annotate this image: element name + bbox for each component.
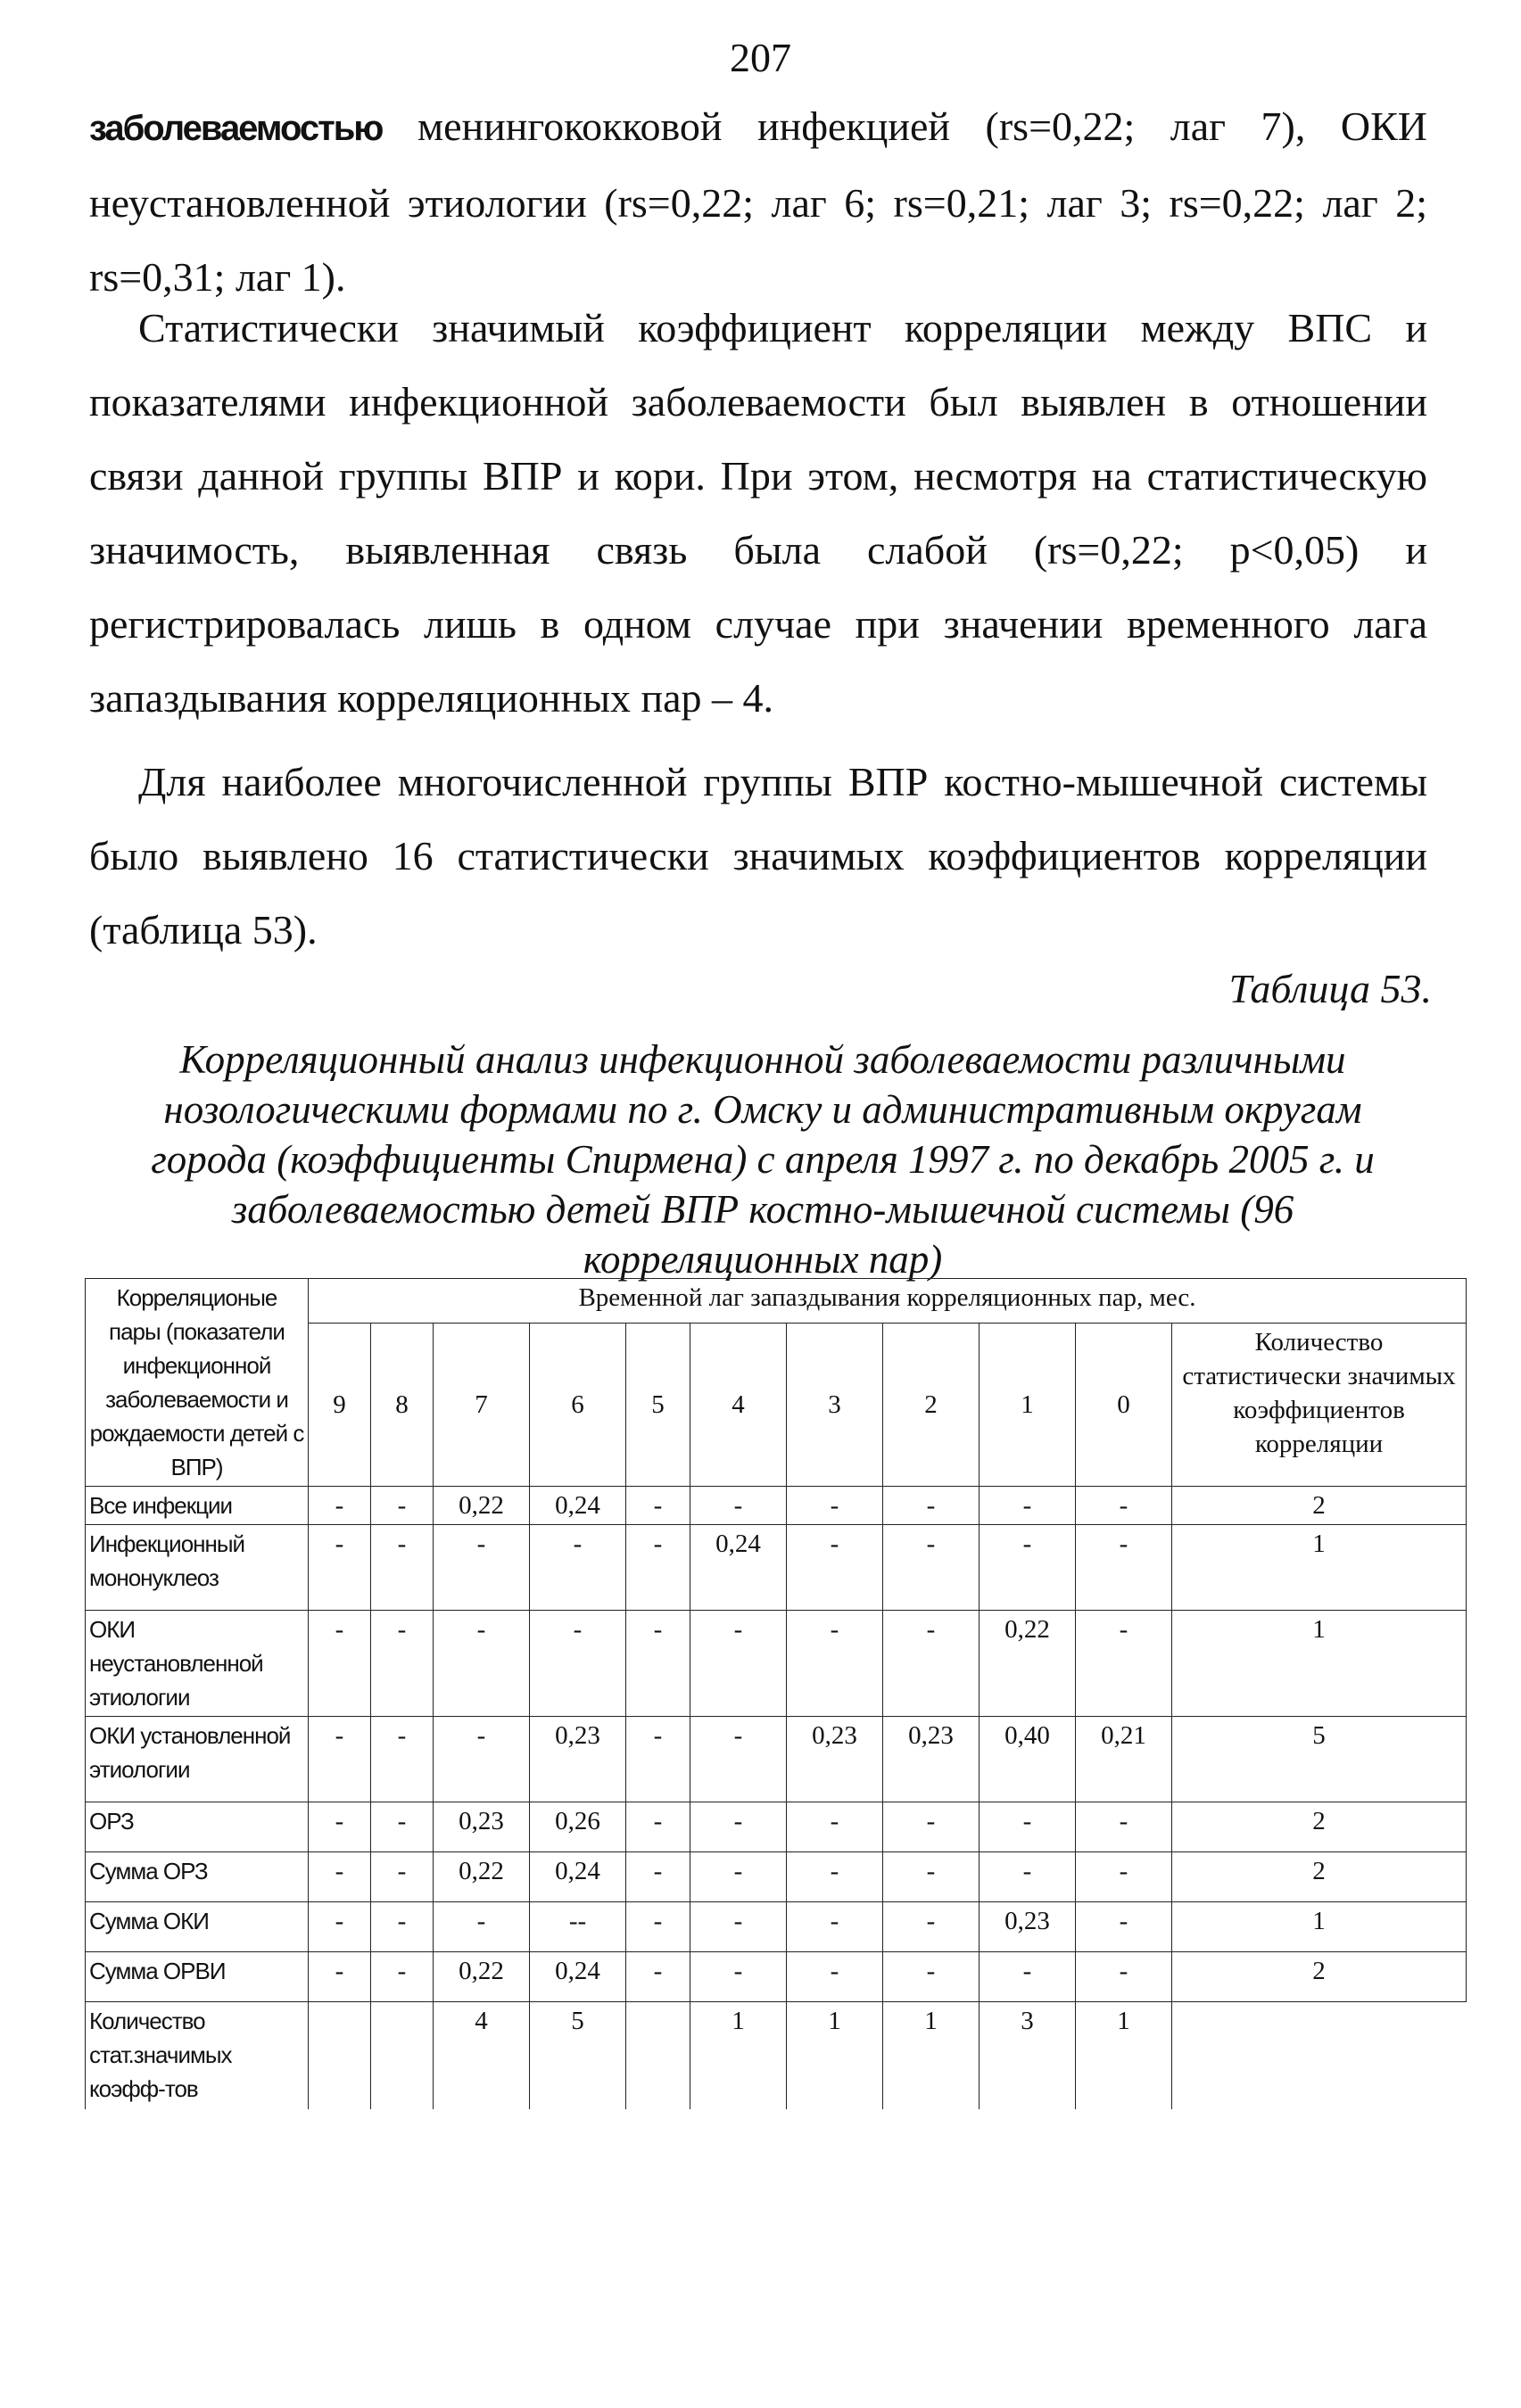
- table-cell: -: [980, 1487, 1076, 1525]
- table-cell: 0,23: [434, 1802, 530, 1852]
- table-cell: -: [626, 1611, 690, 1717]
- table-cell: -: [371, 1717, 434, 1802]
- table-cell: 0,26: [530, 1802, 626, 1852]
- table-cell: 0,22: [434, 1487, 530, 1525]
- row-count: 2: [1172, 1952, 1467, 2002]
- table-cell: -: [434, 1525, 530, 1611]
- table-cell: -: [371, 1802, 434, 1852]
- lag-header: 3: [787, 1324, 883, 1487]
- table-cell: 0,23: [530, 1717, 626, 1802]
- paragraph-2: Статистически значимый коэффициент корреляции между ВПС и показателями инфекционной заболеваемости был выявлен в отношении связи данной группы ВПР и кори. При этом, несмотря на статистическую значимость, выявленная связь была слабой (rs=0,22; p<0,05) и регистрировалась лишь в одном случае при значении временного лага запаздывания корреляционных пар – 4.: [89, 305, 1427, 721]
- row-count: 1: [1172, 1611, 1467, 1717]
- table-cell: -: [309, 1717, 371, 1802]
- table-cell: -: [690, 1852, 787, 1902]
- header-pairs: Корреляционые пары (показатели инфекционной заболеваемости и рождаемости детей с ВПР): [86, 1279, 309, 1487]
- row-label: ОРЗ: [86, 1802, 309, 1852]
- table-cell: -: [371, 1952, 434, 2002]
- lag-header: 2: [883, 1324, 980, 1487]
- total-cell: 4: [434, 2002, 530, 2109]
- table-cell: -: [690, 1952, 787, 2002]
- row-label: Сумма ОРВИ: [86, 1952, 309, 2002]
- table-cell: -: [309, 1902, 371, 1952]
- table-cell: -: [787, 1952, 883, 2002]
- table-cell: -: [309, 1952, 371, 2002]
- table-row: [86, 1802, 1467, 1852]
- lag-header: 4: [690, 1324, 787, 1487]
- total-row: [86, 2002, 1467, 2109]
- table-cell: -: [434, 1902, 530, 1952]
- table-cell: -: [626, 1952, 690, 2002]
- table-cell: 0,22: [434, 1852, 530, 1902]
- lag-header: 9: [309, 1324, 371, 1487]
- total-cell: [309, 2002, 371, 2109]
- lag-header: 7: [434, 1324, 530, 1487]
- table-cell: -: [434, 1717, 530, 1802]
- table-cell: -: [530, 1525, 626, 1611]
- table-cell: 0,23: [787, 1717, 883, 1802]
- table-cell: -: [980, 1852, 1076, 1902]
- table-cell: -: [626, 1902, 690, 1952]
- table-cell: -: [309, 1852, 371, 1902]
- table-cell: -: [883, 1902, 980, 1952]
- table-cell: -: [690, 1717, 787, 1802]
- table-cell: 0,21: [1076, 1717, 1172, 1802]
- table-cell: 0,24: [690, 1525, 787, 1611]
- table-cell: -: [690, 1611, 787, 1717]
- row-label: Инфекционный мононуклеоз: [86, 1525, 309, 1611]
- table-cell: -: [787, 1525, 883, 1611]
- table-cell: --: [530, 1902, 626, 1952]
- table-row: [86, 1952, 1467, 2002]
- table-cell: -: [626, 1717, 690, 1802]
- row-count: 2: [1172, 1802, 1467, 1852]
- table-cell: -: [626, 1802, 690, 1852]
- row-label: ОКИ установленной этиологии: [86, 1717, 309, 1802]
- row-label: ОКИ неустановленной этиологии: [86, 1611, 309, 1717]
- table-cell: -: [690, 1902, 787, 1952]
- lag-header: 1: [980, 1324, 1076, 1487]
- table-cell: -: [787, 1802, 883, 1852]
- table-cell: -: [371, 1902, 434, 1952]
- row-label: Сумма ОРЗ: [86, 1852, 309, 1902]
- table-cell: 0,22: [980, 1611, 1076, 1717]
- table-row: [86, 1487, 1467, 1525]
- table-cell: -: [883, 1802, 980, 1852]
- table-cell: -: [626, 1525, 690, 1611]
- table-cell: -: [1076, 1902, 1172, 1952]
- table-cell: -: [626, 1852, 690, 1902]
- total-cell: 1: [883, 2002, 980, 2109]
- table-cell: -: [787, 1611, 883, 1717]
- table-cell: -: [530, 1611, 626, 1717]
- table-row: [86, 1525, 1467, 1611]
- table-cell: -: [1076, 1611, 1172, 1717]
- row-count: 1: [1172, 1902, 1467, 1952]
- table-cell: -: [309, 1525, 371, 1611]
- total-cell: 5: [530, 2002, 626, 2109]
- table-cell: -: [883, 1952, 980, 2002]
- table-cell: -: [787, 1487, 883, 1525]
- table-row: [86, 1611, 1467, 1717]
- total-row-empty: [1172, 2002, 1467, 2109]
- row-count: 2: [1172, 1852, 1467, 1902]
- table-cell: -: [371, 1852, 434, 1902]
- lag-header: 8: [371, 1324, 434, 1487]
- table-body: [86, 1487, 1467, 2109]
- row-label: Все инфекции: [86, 1487, 309, 1525]
- table-label: Таблица 53.: [1228, 966, 1432, 1011]
- total-row-label: Количество стат.значимых коэфф-тов: [86, 2002, 309, 2109]
- row-count: 2: [1172, 1487, 1467, 1525]
- table-cell: 0,40: [980, 1717, 1076, 1802]
- table-cell: 0,22: [434, 1952, 530, 2002]
- header-count: Количество статистически значимых коэффициентов корреляции: [1172, 1324, 1467, 1487]
- lag-header: 6: [530, 1324, 626, 1487]
- table-cell: -: [309, 1487, 371, 1525]
- table-cell: -: [434, 1611, 530, 1717]
- paragraph-1: [89, 89, 1427, 314]
- table-cell: -: [883, 1852, 980, 1902]
- total-cell: 1: [787, 2002, 883, 2109]
- table-cell: 0,24: [530, 1952, 626, 2002]
- table-cell: -: [883, 1525, 980, 1611]
- paragraph-1-lead: заболеваемостью: [89, 109, 383, 148]
- total-cell: 3: [980, 2002, 1076, 2109]
- table-cell: -: [371, 1611, 434, 1717]
- row-count: 1: [1172, 1525, 1467, 1611]
- table-cell: -: [690, 1487, 787, 1525]
- table-cell: 0,23: [883, 1717, 980, 1802]
- table-cell: -: [883, 1611, 980, 1717]
- table-cell: -: [787, 1902, 883, 1952]
- header-lag-group: Временной лаг запаздывания корреляционных пар, мес.: [309, 1279, 1467, 1324]
- table-cell: -: [1076, 1525, 1172, 1611]
- row-label: Сумма ОКИ: [86, 1902, 309, 1952]
- row-count: 5: [1172, 1717, 1467, 1802]
- table-cell: -: [1076, 1802, 1172, 1852]
- correlation-table: [85, 1278, 1467, 2109]
- lag-header: 5: [626, 1324, 690, 1487]
- table-cell: -: [883, 1487, 980, 1525]
- table-cell: -: [626, 1487, 690, 1525]
- table-cell: 0,23: [980, 1902, 1076, 1952]
- table-row: [86, 1717, 1467, 1802]
- total-cell: [371, 2002, 434, 2109]
- table-cell: 0,24: [530, 1852, 626, 1902]
- table-row: [86, 1852, 1467, 1902]
- table-cell: -: [980, 1525, 1076, 1611]
- table-cell: -: [980, 1952, 1076, 2002]
- table-cell: -: [1076, 1487, 1172, 1525]
- table-row: [86, 1902, 1467, 1952]
- table-cell: -: [1076, 1852, 1172, 1902]
- table-caption: Корреляционный анализ инфекционной заболеваемости различными нозологическими формами по г. Омску и административным округам города (коэффициенты Спирмена) с апреля 1997 г. по декабрь 2005 г. и заболеваемостью детей ВПР костно-мышечной системы (96 корреляционных пар): [151, 1037, 1375, 1282]
- paragraph-3: Для наиболее многочисленной группы ВПР костно-мышечной системы было выявлено 16 статистически значимых коэффициентов корреляции (таблица 53).: [89, 759, 1427, 952]
- paragraph-1-text: менингококковой инфекцией (rs=0,22; лаг 7), ОКИ неустановленной этиологии (rs=0,22; лаг 6; rs=0,21; лаг 3; rs=0,22; лаг 2; rs=0,31; лаг 1).: [89, 103, 1427, 300]
- table-cell: -: [309, 1611, 371, 1717]
- table-cell: -: [787, 1852, 883, 1902]
- total-cell: 1: [690, 2002, 787, 2109]
- lag-header: 0: [1076, 1324, 1172, 1487]
- table-cell: -: [371, 1487, 434, 1525]
- table-cell: -: [980, 1802, 1076, 1852]
- page-number: 207: [730, 35, 791, 80]
- table-cell: -: [309, 1802, 371, 1852]
- table-cell: 0,24: [530, 1487, 626, 1525]
- total-cell: [626, 2002, 690, 2109]
- total-cell: 1: [1076, 2002, 1172, 2109]
- table-cell: -: [1076, 1952, 1172, 2002]
- table-cell: -: [371, 1525, 434, 1611]
- table-cell: -: [690, 1802, 787, 1852]
